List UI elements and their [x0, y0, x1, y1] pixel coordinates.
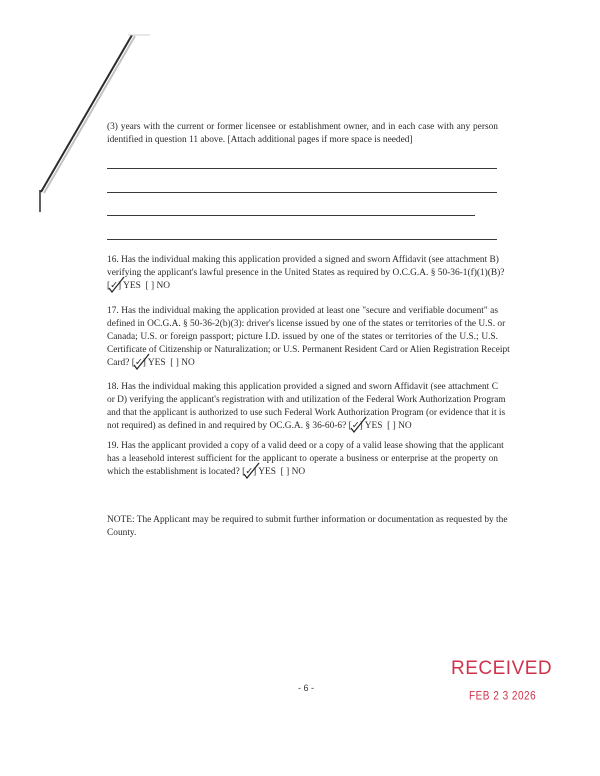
received-stamp-date: FEB 2 3 2026 [469, 690, 537, 703]
yes-label: YES [147, 358, 166, 368]
note-line: NOTE: The Applicant may be required to submit further information or documentation as requested by the [107, 515, 508, 525]
no-checkbox[interactable]: [ ] [280, 467, 290, 477]
no-label: NO [291, 467, 306, 477]
question-19 [107, 440, 504, 479]
scan-artifact-diagonal-line [0, 0, 160, 230]
continuation-line: identified in question 11 above. [Attach additional pages if more space is needed] [107, 135, 413, 145]
received-stamp: RECEIVED [451, 658, 553, 679]
question-16 [107, 254, 505, 293]
yes-checkbox[interactable]: [✓] [107, 280, 121, 293]
answer-line[interactable] [107, 239, 497, 240]
answer-row [107, 280, 498, 293]
no-checkbox[interactable]: [ ] [145, 281, 155, 291]
continuation-line: (3) years with the current or former licensee or establishment owner, and in each case with any person [107, 122, 498, 132]
question-text-line: defined in OC.G.A. § 50-36-2(b)(3): driver's license issued by one of the states or territories of the U.S. or [107, 319, 506, 329]
page-number: - 6 - [298, 683, 315, 693]
continuation-paragraph [107, 121, 498, 147]
question-text-line: or D) verifying the applicant's registration with and utilization of the Federal Work Authorization Program [107, 395, 506, 405]
question-text-line: verifying the applicant's lawful presence in the United States as required by O.C.G.A. § 50-36-1(f)(1)(B)? [107, 268, 505, 278]
no-label: NO [398, 421, 412, 431]
question-text-line: has a leasehold interest sufficient for the applicant to operate a business or enterprise at the property on [107, 454, 498, 464]
answer-row: not required) as defined in and required by OC.G.A. § 36-60-6? [✓] YES [ ] NO [107, 420, 498, 433]
no-label: NO [181, 358, 195, 368]
no-checkbox[interactable]: [ ] [387, 421, 396, 431]
answer-line[interactable] [107, 215, 475, 216]
question-text-line: 18. Has the individual making this application provided a signed and sworn Affidavit (see attachment C [107, 382, 498, 392]
question-text-line: 17. Has the individual making the application provided at least one "secure and verifiable document" as [107, 306, 498, 316]
yes-label: YES [258, 467, 276, 477]
question-text-line: Certificate of Citizenship or Naturalization; or U.S. Permanent Resident Card or Alien Registration Receipt [107, 345, 510, 355]
yes-checkbox[interactable]: [✓] [242, 466, 256, 479]
question-text-line: 19. Has the applicant provided a copy of a valid deed or a copy of a valid lease showing that the applicant [107, 441, 504, 451]
yes-label: YES [364, 421, 383, 431]
question-18 [107, 381, 506, 433]
note-line: County. [107, 528, 137, 538]
no-label: NO [156, 281, 170, 291]
yes-label: YES [123, 281, 141, 291]
answer-line[interactable] [107, 192, 497, 193]
question-text-line: Canada; U.S. or foreign passport; picture I.D. issued by one of the states or territories of the U.S.; U.S. [107, 332, 498, 342]
note-paragraph [107, 514, 508, 540]
question-text-line: 16. Has the individual making this application provided a signed and sworn Affidavit (see attachment B) [107, 255, 499, 265]
yes-checkbox[interactable]: [✓] [132, 357, 146, 370]
answer-row: which the establishment is located? [✓] YES [ ] NO [107, 466, 498, 479]
no-checkbox[interactable]: [ ] [170, 358, 179, 368]
answer-line[interactable] [107, 168, 497, 169]
yes-checkbox[interactable]: [✓] [349, 420, 363, 433]
question-text-line: and that the applicant is authorized to use such Federal Work Authorization Program (or evidence that it is [107, 408, 506, 418]
question-17 [107, 305, 510, 370]
answer-row: Card? [✓] YES [ ] NO [107, 357, 498, 370]
